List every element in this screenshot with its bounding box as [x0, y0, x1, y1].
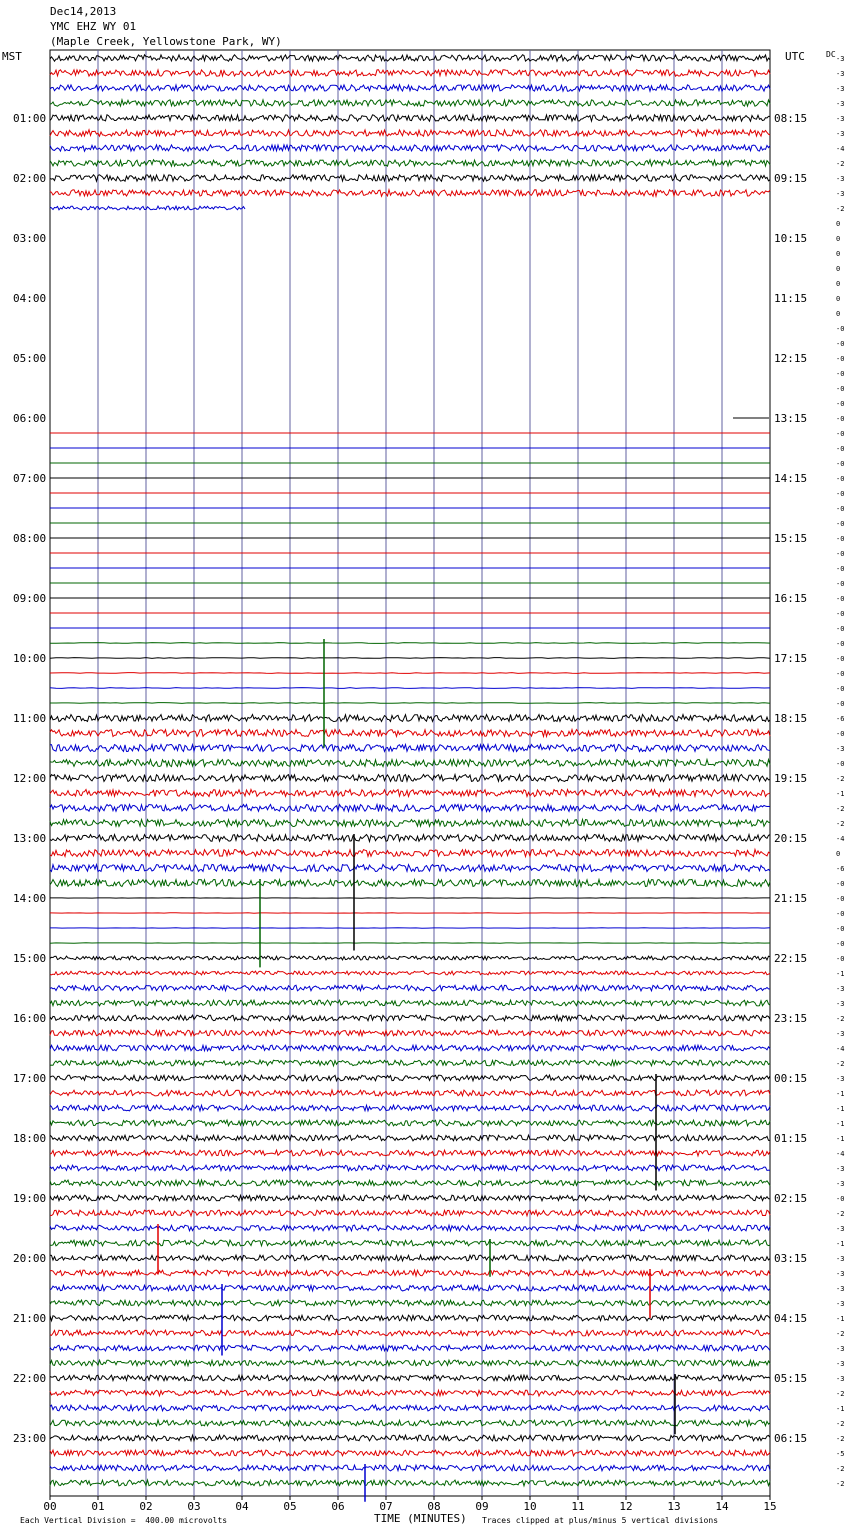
utc-tick-label: 08:15 — [774, 112, 808, 125]
mst-tick-label: 14:00 — [13, 892, 47, 905]
dc-value: 0 — [836, 235, 841, 243]
dc-value: -0 — [836, 430, 845, 438]
dc-value: -3 — [836, 1345, 845, 1353]
x-tick-label: 11 — [571, 1500, 585, 1513]
dc-value: -0 — [836, 610, 845, 618]
trace-row-88 — [50, 1375, 770, 1381]
dc-value: 0 — [836, 220, 841, 228]
trace-row-67 — [50, 1060, 770, 1066]
trace-row-65 — [50, 1030, 770, 1036]
trace-row-53 — [50, 850, 770, 857]
header-station: YMC EHZ WY 01 — [50, 20, 137, 33]
mst-tick-label: 11:00 — [13, 712, 47, 725]
trace-row-71 — [50, 1120, 770, 1126]
dc-value: -3 — [836, 130, 845, 138]
dc-value: -0 — [836, 760, 845, 768]
dc-value: -0 — [836, 625, 845, 633]
utc-tick-label: 10:15 — [774, 232, 808, 245]
trace-row-75 — [50, 1180, 770, 1186]
dc-value: -2 — [836, 1465, 845, 1473]
dc-value: -0 — [836, 520, 845, 528]
utc-tick-label: 19:15 — [774, 772, 808, 785]
trace-row-73 — [50, 1150, 770, 1156]
utc-tick-label: 22:15 — [774, 952, 808, 965]
dc-value: -2 — [836, 160, 845, 168]
mst-tick-label: 08:00 — [13, 532, 47, 545]
dc-value: -2 — [836, 1435, 845, 1443]
x-tick-label: 15 — [763, 1500, 777, 1513]
dc-value: -0 — [836, 445, 845, 453]
x-tick-label: 04 — [235, 1500, 249, 1513]
trace-row-49 — [50, 790, 770, 797]
mst-tick-label: 22:00 — [13, 1372, 47, 1385]
x-tick-label: 07 — [379, 1500, 393, 1513]
utc-tick-label: 11:15 — [774, 292, 808, 305]
dc-value: -3 — [836, 985, 845, 993]
dc-value: 0 — [836, 280, 841, 288]
mst-tick-label: 06:00 — [13, 412, 47, 425]
dc-value: -1 — [836, 1090, 845, 1098]
mst-tick-label: 13:00 — [13, 832, 47, 845]
mst-tick-label: 18:00 — [13, 1132, 47, 1145]
mst-tick-label: 10:00 — [13, 652, 47, 665]
trace-row-48 — [50, 775, 770, 782]
trace-row-60 — [50, 956, 770, 960]
dc-value: -0 — [836, 475, 845, 483]
dc-value: 0 — [836, 295, 841, 303]
dc-value: -2 — [836, 1390, 845, 1398]
dc-value: -3 — [836, 1075, 845, 1083]
dc-value: -3 — [836, 85, 845, 93]
trace-row-92 — [50, 1435, 770, 1441]
header-date: Dec14,2013 — [50, 5, 117, 18]
trace-row-40 — [50, 658, 770, 659]
dc-value: -0 — [836, 640, 845, 648]
mst-tick-label: 15:00 — [13, 952, 47, 965]
utc-tick-label: 20:15 — [774, 832, 808, 845]
trace-row-62 — [50, 985, 770, 991]
dc-value: -3 — [836, 1285, 845, 1293]
dc-value: -3 — [836, 1225, 845, 1233]
dc-value: -0 — [836, 385, 845, 393]
trace-row-83 — [50, 1300, 770, 1306]
trace-row-44 — [50, 715, 770, 722]
dc-value: -3 — [836, 1030, 845, 1038]
trace-row-70 — [50, 1105, 770, 1111]
dc-value: -6 — [836, 865, 845, 873]
mst-tick-label: 04:00 — [13, 292, 47, 305]
trace-row-51 — [50, 820, 770, 827]
utc-tick-label: 12:15 — [774, 352, 808, 365]
dc-value: -0 — [836, 925, 845, 933]
dc-value: -0 — [836, 895, 845, 903]
trace-row-41 — [50, 673, 770, 674]
dc-value: -3 — [836, 1180, 845, 1188]
mst-tick-label: 05:00 — [13, 352, 47, 365]
trace-row-4 — [50, 115, 770, 121]
dc-value: -0 — [836, 655, 845, 663]
x-tick-label: 05 — [283, 1500, 297, 1513]
mst-tick-label: 12:00 — [13, 772, 47, 785]
dc-value: -1 — [836, 1240, 845, 1248]
trace-row-9 — [50, 190, 770, 196]
utc-tick-label: 18:15 — [774, 712, 808, 725]
dc-value: -2 — [836, 820, 845, 828]
trace-row-66 — [50, 1045, 770, 1051]
trace-row-64 — [50, 1015, 770, 1021]
mst-tick-label: 21:00 — [13, 1312, 47, 1325]
dc-value: -3 — [836, 100, 845, 108]
dc-value: -1 — [836, 790, 845, 798]
dc-value: -0 — [836, 565, 845, 573]
trace-row-6 — [50, 145, 770, 151]
trace-row-86 — [50, 1345, 770, 1351]
utc-tick-label: 01:15 — [774, 1132, 808, 1145]
x-tick-label: 06 — [331, 1500, 345, 1513]
trace-row-2 — [50, 85, 770, 91]
mst-tick-label: 09:00 — [13, 592, 47, 605]
mst-tick-label: 02:00 — [13, 172, 47, 185]
dc-value: -3 — [836, 1000, 845, 1008]
utc-tick-label: 02:15 — [774, 1192, 808, 1205]
dc-value: -2 — [836, 1330, 845, 1338]
x-tick-label: 03 — [187, 1500, 201, 1513]
utc-tick-label: 16:15 — [774, 592, 808, 605]
trace-row-91 — [50, 1420, 770, 1426]
dc-value: -1 — [836, 1405, 845, 1413]
dc-value: -2 — [836, 805, 845, 813]
dc-value: -0 — [836, 505, 845, 513]
dc-value: -2 — [836, 1210, 845, 1218]
utc-axis-label: UTC — [785, 50, 805, 63]
dc-value: -4 — [836, 145, 845, 153]
x-tick-label: 12 — [619, 1500, 633, 1513]
trace-row-61 — [50, 971, 770, 975]
x-tick-label: 09 — [475, 1500, 489, 1513]
dc-value: -3 — [836, 1360, 845, 1368]
dc-value: -1 — [836, 970, 845, 978]
trace-row-50 — [50, 805, 770, 812]
trace-row-39 — [50, 643, 770, 644]
utc-tick-label: 23:15 — [774, 1012, 808, 1025]
scale-text: Each Vertical Division = 400.00 microvolts — [20, 1516, 228, 1525]
mst-tick-label: 19:00 — [13, 1192, 47, 1205]
dc-value: -0 — [836, 400, 845, 408]
mst-tick-label: 01:00 — [13, 112, 47, 125]
dc-value: -2 — [836, 1480, 845, 1488]
dc-value: -3 — [836, 115, 845, 123]
x-tick-label: 08 — [427, 1500, 441, 1513]
dc-value: -0 — [836, 685, 845, 693]
dc-value: -0 — [836, 415, 845, 423]
dc-value: -4 — [836, 835, 845, 843]
trace-row-3 — [50, 100, 770, 106]
trace-row-0 — [50, 55, 770, 61]
dc-value: 0 — [836, 310, 841, 318]
dc-label: DC — [826, 50, 836, 59]
dc-value: -0 — [836, 340, 845, 348]
trace-row-69 — [50, 1090, 770, 1096]
header-location: (Maple Creek, Yellowstone Park, WY) — [50, 35, 282, 48]
dc-value: -0 — [836, 910, 845, 918]
trace-row-84 — [50, 1315, 770, 1321]
utc-tick-label: 04:15 — [774, 1312, 808, 1325]
trace-row-5 — [50, 130, 770, 136]
trace-row-52 — [50, 835, 770, 842]
trace-row-77 — [50, 1210, 770, 1216]
mst-tick-label: 07:00 — [13, 472, 47, 485]
mst-tick-label: 17:00 — [13, 1072, 47, 1085]
dc-value: -0 — [836, 325, 845, 333]
dc-value: -2 — [836, 1015, 845, 1023]
mst-tick-label: 16:00 — [13, 1012, 47, 1025]
dc-value: -3 — [836, 175, 845, 183]
utc-tick-label: 17:15 — [774, 652, 808, 665]
trace-row-42 — [50, 688, 770, 689]
dc-value: -1 — [836, 1315, 845, 1323]
trace-row-93 — [50, 1450, 770, 1456]
plot-frame — [50, 50, 770, 1496]
trace-row-46 — [50, 745, 770, 752]
utc-tick-label: 21:15 — [774, 892, 808, 905]
trace-row-47 — [50, 760, 770, 767]
dc-value: -3 — [836, 1165, 845, 1173]
dc-value: -4 — [836, 1150, 845, 1158]
utc-tick-label: 13:15 — [774, 412, 808, 425]
trace-row-90 — [50, 1405, 770, 1411]
utc-tick-label: 06:15 — [774, 1432, 808, 1445]
trace-row-95 — [50, 1480, 770, 1486]
dc-value: -2 — [836, 1420, 845, 1428]
trace-row-1 — [50, 70, 770, 76]
trace-row-10 — [50, 206, 245, 210]
utc-tick-label: 14:15 — [774, 472, 808, 485]
dc-value: -1 — [836, 1120, 845, 1128]
dc-value: -0 — [836, 1195, 845, 1203]
dc-value: 0 — [836, 265, 841, 273]
dc-value: -3 — [836, 55, 845, 63]
x-tick-label: 14 — [715, 1500, 729, 1513]
dc-value: -0 — [836, 550, 845, 558]
dc-value: -0 — [836, 880, 845, 888]
trace-row-54 — [50, 865, 770, 872]
dc-value: -3 — [836, 70, 845, 78]
trace-row-63 — [50, 1000, 770, 1006]
utc-tick-label: 03:15 — [774, 1252, 808, 1265]
dc-value: -0 — [836, 355, 845, 363]
mst-tick-label: 23:00 — [13, 1432, 47, 1445]
x-tick-label: 10 — [523, 1500, 537, 1513]
dc-value: -3 — [836, 190, 845, 198]
dc-value: -6 — [836, 715, 845, 723]
dc-value: -3 — [836, 1300, 845, 1308]
axis-title: TIME (MINUTES) — [374, 1512, 467, 1525]
mst-tick-label: 03:00 — [13, 232, 47, 245]
trace-row-8 — [50, 175, 770, 181]
trace-row-76 — [50, 1195, 770, 1201]
dc-value: -2 — [836, 775, 845, 783]
dc-value: -0 — [836, 370, 845, 378]
utc-tick-label: 15:15 — [774, 532, 808, 545]
trace-row-82 — [50, 1285, 770, 1291]
dc-value: 0 — [836, 250, 841, 258]
dc-value: -0 — [836, 700, 845, 708]
dc-value: -3 — [836, 1270, 845, 1278]
trace-row-85 — [50, 1330, 770, 1336]
trace-row-89 — [50, 1390, 770, 1396]
trace-row-72 — [50, 1135, 770, 1141]
x-tick-label: 01 — [91, 1500, 105, 1513]
trace-row-94 — [50, 1465, 770, 1471]
dc-value: 0 — [836, 850, 841, 858]
dc-value: -3 — [836, 1255, 845, 1263]
dc-value: -0 — [836, 490, 845, 498]
utc-tick-label: 09:15 — [774, 172, 808, 185]
utc-tick-label: 05:15 — [774, 1372, 808, 1385]
dc-value: -3 — [836, 1375, 845, 1383]
trace-row-74 — [50, 1165, 770, 1171]
mst-axis-label: MST — [2, 50, 22, 63]
dc-value: -0 — [836, 595, 845, 603]
trace-row-68 — [50, 1075, 770, 1081]
dc-value: -5 — [836, 1450, 845, 1458]
dc-value: -0 — [836, 460, 845, 468]
dc-value: -0 — [836, 580, 845, 588]
x-tick-label: 02 — [139, 1500, 153, 1513]
trace-row-7 — [50, 160, 770, 166]
dc-value: -2 — [836, 205, 845, 213]
trace-row-55 — [50, 880, 770, 887]
dc-value: -0 — [836, 940, 845, 948]
trace-row-87 — [50, 1360, 770, 1366]
dc-value: -0 — [836, 955, 845, 963]
trace-row-43 — [50, 703, 770, 704]
dc-value: -1 — [836, 1105, 845, 1113]
utc-tick-label: 00:15 — [774, 1072, 808, 1085]
dc-value: -3 — [836, 745, 845, 753]
dc-value: -0 — [836, 535, 845, 543]
trace-row-45 — [50, 730, 770, 737]
mst-tick-label: 20:00 — [13, 1252, 47, 1265]
clip-text: Traces clipped at plus/minus 5 vertical divisions — [482, 1516, 719, 1525]
dc-value: -4 — [836, 1045, 845, 1053]
dc-value: -0 — [836, 670, 845, 678]
x-tick-label: 00 — [43, 1500, 57, 1513]
dc-value: -1 — [836, 1135, 845, 1143]
dc-value: -0 — [836, 730, 845, 738]
x-tick-label: 13 — [667, 1500, 681, 1513]
dc-value: -2 — [836, 1060, 845, 1068]
